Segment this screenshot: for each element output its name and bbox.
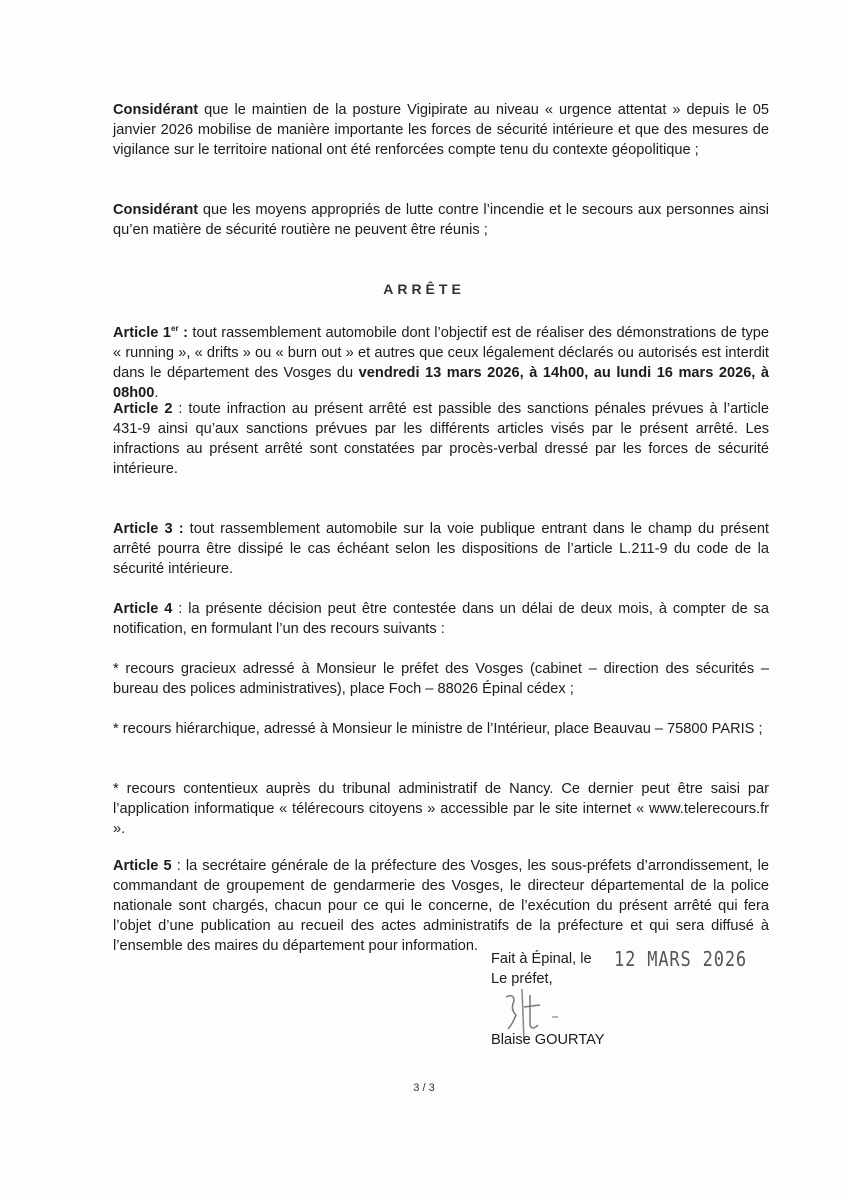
recours-contentieux: * recours contentieux auprès du tribunal administratif de Nancy. Ce dernier peut être saisi par l’application informatique « télérecours citoyens » accessible par le site internet « www.telerecours.fr ». — [113, 781, 769, 837]
recours-hierarchique: * recours hiérarchique, adressé à Monsieur le ministre de l’Intérieur, place Beauvau – 75800 PARIS ; — [113, 721, 763, 737]
decision-title: ARRÊTE — [383, 281, 465, 297]
article-dates: vendredi 13 mars 2026, à 14h00, au lundi 16 mars 2026, à 08h00 — [113, 364, 769, 401]
considerant-1 — [113, 100, 769, 160]
recours-gracieux: * recours gracieux adressé à Monsieur le préfet des Vosges (cabinet – direction des sécurités – bureau des polices administratives), place Foch – 88026 Épinal cédex ; — [113, 661, 769, 697]
signature-role: Le préfet, — [491, 971, 553, 987]
considerant-lead: Considérant — [113, 102, 199, 118]
considerant-text: que le maintien de la posture Vigipirate au niveau « urgence attentat » depuis le 05 janvier 2026 mobilise de manière importante les forces de sécurité intérieure et que des mesures de vigilance sur le territoire national ont été renforcées compte tenu du contexte géopolitique ; — [113, 102, 769, 158]
article-4 — [113, 599, 769, 639]
article-end: . — [154, 384, 159, 401]
article-lead: Article 1 — [113, 324, 172, 341]
article-text: tout rassemblement automobile dont l’objectif est de réaliser des démonstrations de type « running », « drifts » ou « burn out » et autres que ceux légalement déclarés ou autorisés est interdit dans le département des Vosges du — [113, 324, 769, 381]
article-2 — [113, 399, 769, 479]
article-3 — [113, 519, 769, 579]
article-text: tout rassemblement automobile sur la voie publique entrant dans le champ du présent arrêté pourra être dissipé le cas échéant selon les dispositions de l’article L.211-9 du code de la sécurité intérieure. — [113, 521, 769, 577]
article-colon: : — [178, 324, 188, 341]
article-text: : la présente décision peut être contestée dans un délai de deux mois, à compter de sa notification, en formulant l’un des recours suivants : — [113, 601, 769, 637]
page-number: 3 / 3 — [413, 1082, 435, 1094]
article-lead: Article 5 — [113, 858, 172, 874]
signatory-name: Blaise GOURTAY — [491, 1032, 605, 1048]
article-sup: er — [171, 324, 179, 333]
article-text: : toute infraction au présent arrêté est passible des sanctions pénales prévues à l’article 431-9 ainsi qu’aux sanctions prévues par les différents articles visés par le présent arrêté. Les infractions au présent arrêté sont constatées par procès-verbal dressé par les forces de sécurité intérieure. — [113, 401, 769, 477]
article-text: : la secrétaire générale de la préfecture des Vosges, les sous-préfets d’arrondissement, le commandant de groupement de gendarmerie des Vosges, le directeur départemental de la police nationale sont chargés, chacun pour ce qui le concerne, de l’exécution du présent arrêté qui fera l’objet d’une publication au recueil des actes administratifs de la préfecture et qui sera diffusé à l’ensemble des maires du département pour information. — [113, 858, 769, 954]
article-lead: Article 3 : — [113, 521, 184, 537]
date-stamp: 12 MARS 2026 — [614, 947, 748, 971]
article-lead: Article 2 — [113, 401, 173, 417]
considerant-2 — [113, 200, 769, 240]
article-5 — [113, 856, 769, 956]
signature-place: Fait à Épinal, le — [491, 951, 592, 967]
article-lead: Article 4 — [113, 601, 173, 617]
article-1 — [113, 319, 769, 403]
considerant-text: que les moyens appropriés de lutte contre l’incendie et le secours aux personnes ainsi qu’en matière de sécurité routière ne peuvent être réunis ; — [113, 202, 769, 238]
considerant-lead: Considérant — [113, 202, 199, 218]
